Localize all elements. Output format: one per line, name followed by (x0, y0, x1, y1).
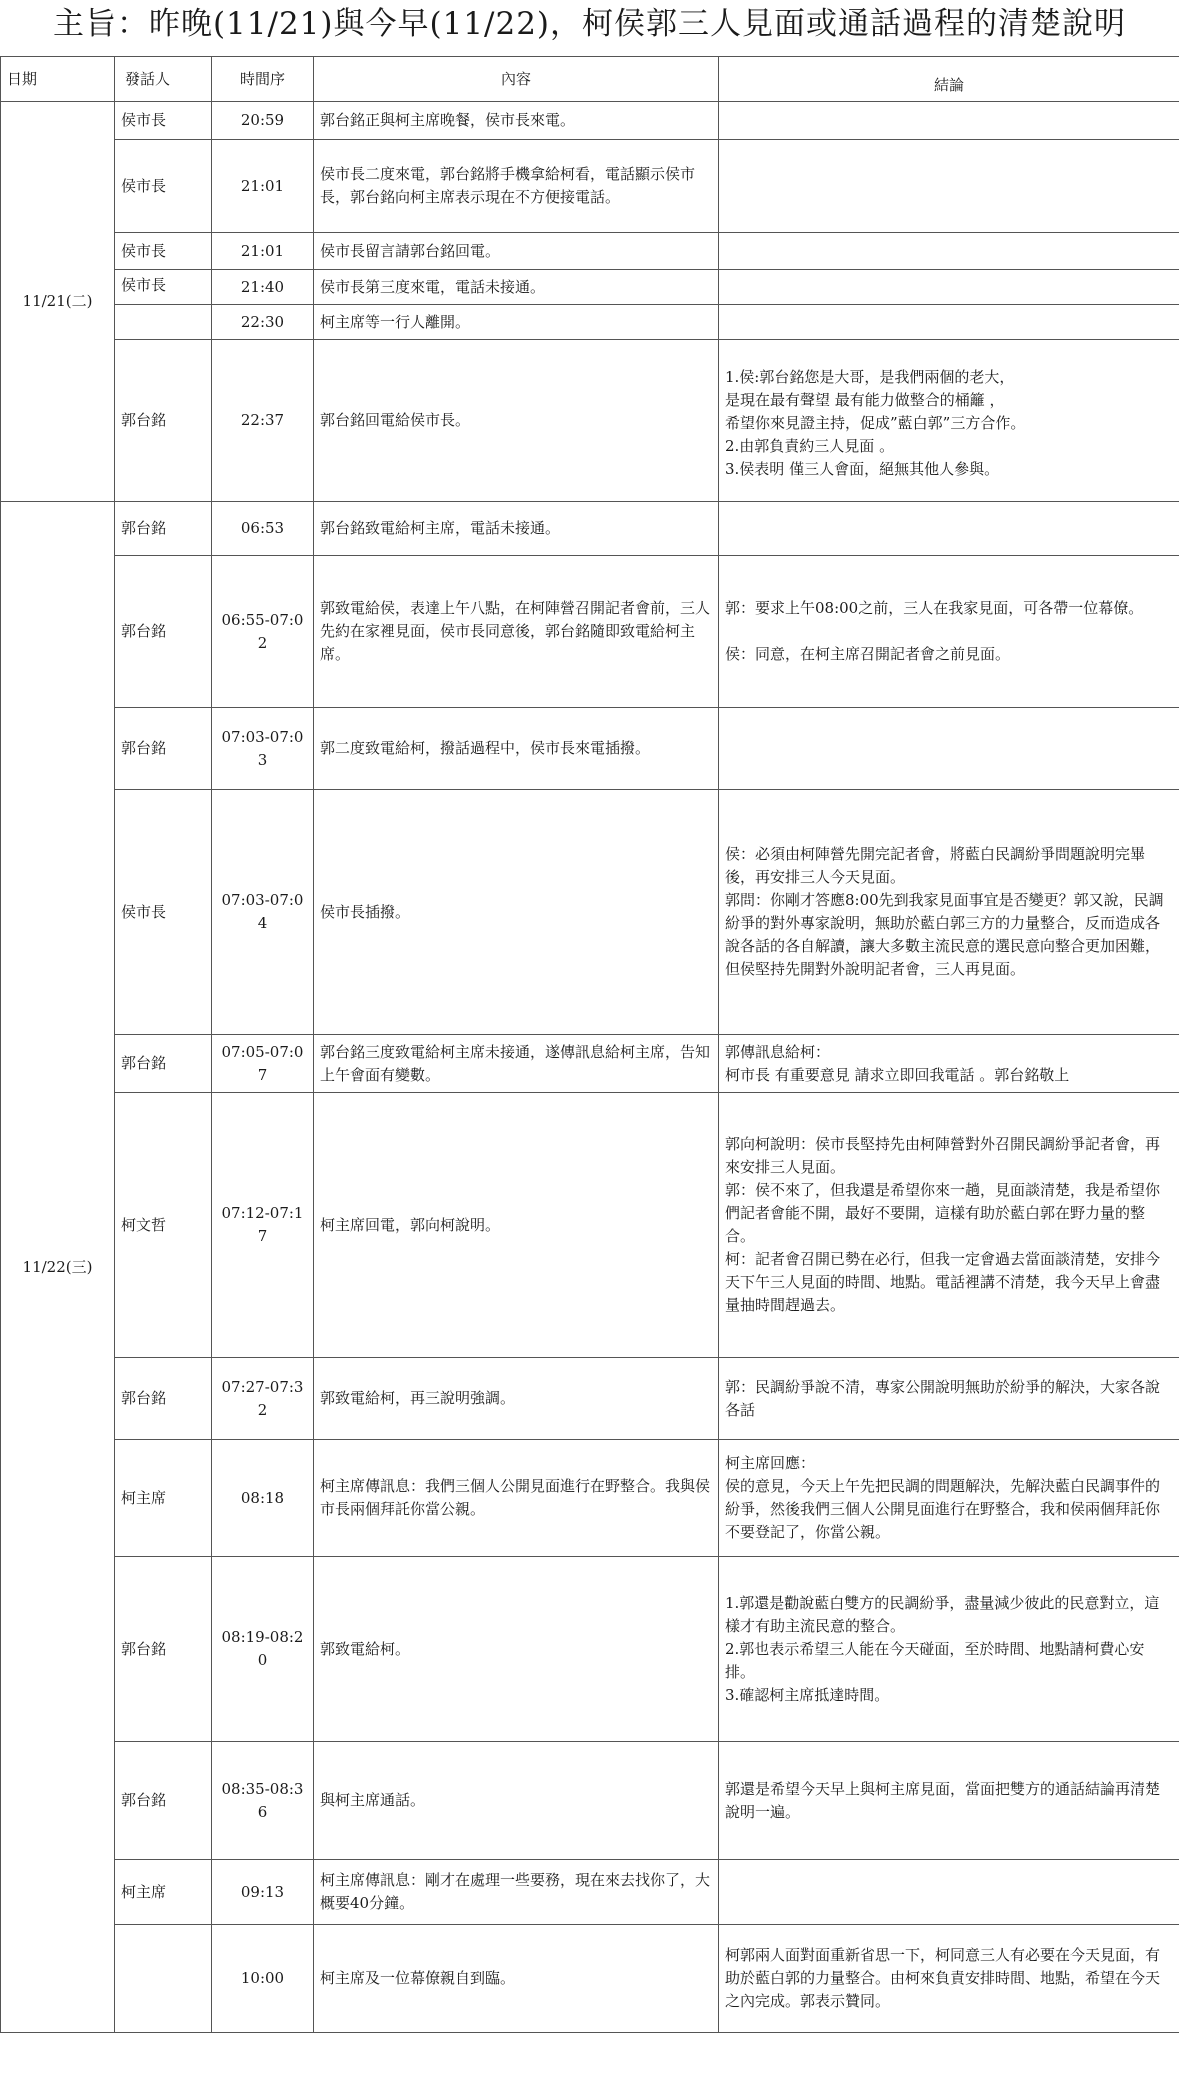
content-cell: 侯市長插撥。 (314, 790, 719, 1035)
caller-cell: 柯主席 (115, 1860, 212, 1925)
result-cell: 郭傳訊息給柯： 柯市長 有重要意見 請求立即回我電話 。郭台銘敬上 (719, 1035, 1179, 1093)
time-cell: 08:19-08:20 (212, 1557, 314, 1742)
caller-cell (115, 305, 212, 340)
header-date: 日期 (1, 57, 115, 102)
content-cell: 柯主席傳訊息：剛才在處理一些要務，現在來去找你了，大概要40分鐘。 (314, 1860, 719, 1925)
time-cell: 09:13 (212, 1860, 314, 1925)
table-row (1, 1358, 1179, 1440)
content-cell: 侯市長第三度來電，電話未接通。 (314, 270, 719, 305)
caller-cell: 侯市長 (115, 102, 212, 140)
content-cell: 柯主席傳訊息：我們三個人公開見面進行在野整合。我與侯市長兩個拜託你當公親。 (314, 1440, 719, 1557)
content-cell: 郭台銘三度致電給柯主席未接通，遂傳訊息給柯主席，告知上午會面有變數。 (314, 1035, 719, 1093)
result-cell (719, 1860, 1179, 1925)
time-cell: 22:37 (212, 340, 314, 502)
caller-cell: 郭台銘 (115, 1557, 212, 1742)
content-cell: 侯市長留言請郭台銘回電。 (314, 233, 719, 270)
caller-cell: 郭台銘 (115, 708, 212, 790)
table-row (1, 270, 1179, 305)
time-cell: 07:05-07:07 (212, 1035, 314, 1093)
time-cell: 22:30 (212, 305, 314, 340)
content-cell: 侯市長二度來電，郭台銘將手機拿給柯看，電話顯示侯市長，郭台銘向柯主席表示現在不方便接電話。 (314, 140, 719, 233)
table-row (1, 340, 1179, 502)
content-cell: 柯主席回電，郭向柯說明。 (314, 1093, 719, 1358)
time-cell: 10:00 (212, 1925, 314, 2033)
table-row (1, 1860, 1179, 1925)
result-cell (719, 502, 1179, 556)
table-row (1, 1925, 1179, 2033)
table-row (1, 102, 1179, 140)
result-cell: 郭還是希望今天早上與柯主席見面，當面把雙方的通話結論再清楚說明一遍。 (719, 1742, 1179, 1860)
time-cell: 07:03-07:04 (212, 790, 314, 1035)
result-cell: 郭向柯說明：侯市長堅持先由柯陣營對外召開民調紛爭記者會，再來安排三人見面。 郭：侯不來了，但我還是希望你來一趟，見面談清楚，我是希望你們記者會能不開，最好不要開，這樣有助於藍白郭在野力量的整合。 柯：記者會召開已勢在必行，但我一定會過去當面談清楚，安排今天下午三人見面的時間、地點。電話裡講不清楚，我今天早上會盡量抽時間趕過去。 (719, 1093, 1179, 1358)
caller-cell: 柯主席 (115, 1440, 212, 1557)
caller-cell: 侯市長 (115, 233, 212, 270)
time-cell: 08:18 (212, 1440, 314, 1557)
time-cell: 06:53 (212, 502, 314, 556)
table-row (1, 140, 1179, 233)
table-row (1, 556, 1179, 708)
time-cell: 21:40 (212, 270, 314, 305)
table-row (1, 502, 1179, 556)
caller-cell: 郭台銘 (115, 502, 212, 556)
content-cell: 柯主席及一位幕僚親自到臨。 (314, 1925, 719, 2033)
time-cell: 07:27-07:32 (212, 1358, 314, 1440)
table-row (1, 1035, 1179, 1093)
date-cell: 11/22(三) (1, 502, 115, 2033)
time-cell: 08:35-08:36 (212, 1742, 314, 1860)
caller-cell: 侯市長 (115, 790, 212, 1035)
time-cell: 07:03-07:03 (212, 708, 314, 790)
time-cell: 20:59 (212, 102, 314, 140)
content-cell: 郭二度致電給柯，撥話過程中，侯市長來電插撥。 (314, 708, 719, 790)
caller-cell: 侯市長 (115, 140, 212, 233)
table-row (1, 305, 1179, 340)
result-cell (719, 102, 1179, 140)
content-cell: 郭台銘回電給侯市長。 (314, 340, 719, 502)
table-row (1, 233, 1179, 270)
table-row (1, 1742, 1179, 1860)
result-cell (719, 233, 1179, 270)
header-time: 時間序 (212, 57, 314, 102)
caller-cell: 郭台銘 (115, 1035, 212, 1093)
time-cell: 07:12-07:17 (212, 1093, 314, 1358)
table-row (1, 1440, 1179, 1557)
caller-cell: 侯市長 (115, 270, 212, 305)
content-cell: 郭致電給侯，表達上午八點，在柯陣營召開記者會前，三人先約在家裡見面，侯市長同意後，郭台銘隨即致電給柯主席。 (314, 556, 719, 708)
content-cell: 郭台銘致電給柯主席，電話未接通。 (314, 502, 719, 556)
result-cell (719, 708, 1179, 790)
page-title: 主旨：昨晚(11/21)與今早(11/22)，柯侯郭三人見面或通話過程的清楚說明 (52, 6, 1127, 42)
result-cell: 柯郭兩人面對面重新省思一下，柯同意三人有必要在今天見面，有助於藍白郭的力量整合。由柯來負責安排時間、地點，希望在今天之內完成。郭表示贊同。 (719, 1925, 1179, 2033)
time-cell: 21:01 (212, 140, 314, 233)
caller-cell (115, 1925, 212, 2033)
content-cell: 柯主席等一行人離開。 (314, 305, 719, 340)
table-row (1, 790, 1179, 1035)
caller-cell: 柯文哲 (115, 1093, 212, 1358)
result-cell (719, 140, 1179, 233)
table-row (1, 1093, 1179, 1358)
caller-cell: 郭台銘 (115, 1742, 212, 1860)
caller-cell: 郭台銘 (115, 556, 212, 708)
header-caller: 發話人 (115, 57, 212, 102)
result-cell: 1.侯:郭台銘您是大哥，是我們兩個的老大， 是現在最有聲望 最有能力做整合的桶籬 ， 希望你來見證主持，促成”藍白郭”三方合作。 2.由郭負責約三人見面 。 3.侯表明 僅三人會面，絕無其他人參與。 (719, 340, 1179, 502)
time-cell: 21:01 (212, 233, 314, 270)
timeline-table (0, 56, 1179, 2033)
caller-cell: 郭台銘 (115, 1358, 212, 1440)
time-cell: 06:55-07:02 (212, 556, 314, 708)
header-row (1, 57, 1179, 102)
content-cell: 郭致電給柯。 (314, 1557, 719, 1742)
result-cell: 侯：必須由柯陣營先開完記者會，將藍白民調紛爭問題說明完畢後，再安排三人今天見面。 郭問：你剛才答應8:00先到我家見面事宜是否變更？郭又說，民調紛爭的對外專家說明，無助於藍白郭三方的力量整合，反而造成各說各話的各自解讀，讓大多數主流民意的選民意向整合更加困難，但侯堅持先開對外說明記者會，三人再見面。 (719, 790, 1179, 1035)
result-cell (719, 270, 1179, 305)
content-cell: 郭致電給柯，再三說明強調。 (314, 1358, 719, 1440)
result-cell: 郭：要求上午08:00之前，三人在我家見面，可各帶一位幕僚。 侯：同意，在柯主席召開記者會之前見面。 (719, 556, 1179, 708)
header-content: 內容 (314, 57, 719, 102)
caller-cell: 郭台銘 (115, 340, 212, 502)
result-cell: 1.郭還是勸說藍白雙方的民調紛爭，盡量減少彼此的民意對立，這樣才有助主流民意的整合。 2.郭也表示希望三人能在今天碰面，至於時間、地點請柯費心安排。 3.確認柯主席抵達時間。 (719, 1557, 1179, 1742)
result-cell: 郭：民調紛爭說不清，專家公開說明無助於紛爭的解決，大家各說各話 (719, 1358, 1179, 1440)
table-row (1, 1557, 1179, 1742)
content-cell: 郭台銘正與柯主席晚餐，侯市長來電。 (314, 102, 719, 140)
header-result: 結論 (719, 57, 1179, 102)
result-cell: 柯主席回應： 侯的意見，今天上午先把民調的問題解決，先解決藍白民調事件的紛爭，然後我們三個人公開見面進行在野整合，我和侯兩個拜託你不要登記了，你當公親。 (719, 1440, 1179, 1557)
content-cell: 與柯主席通話。 (314, 1742, 719, 1860)
table-row (1, 708, 1179, 790)
date-cell: 11/21(二) (1, 102, 115, 502)
result-cell (719, 305, 1179, 340)
